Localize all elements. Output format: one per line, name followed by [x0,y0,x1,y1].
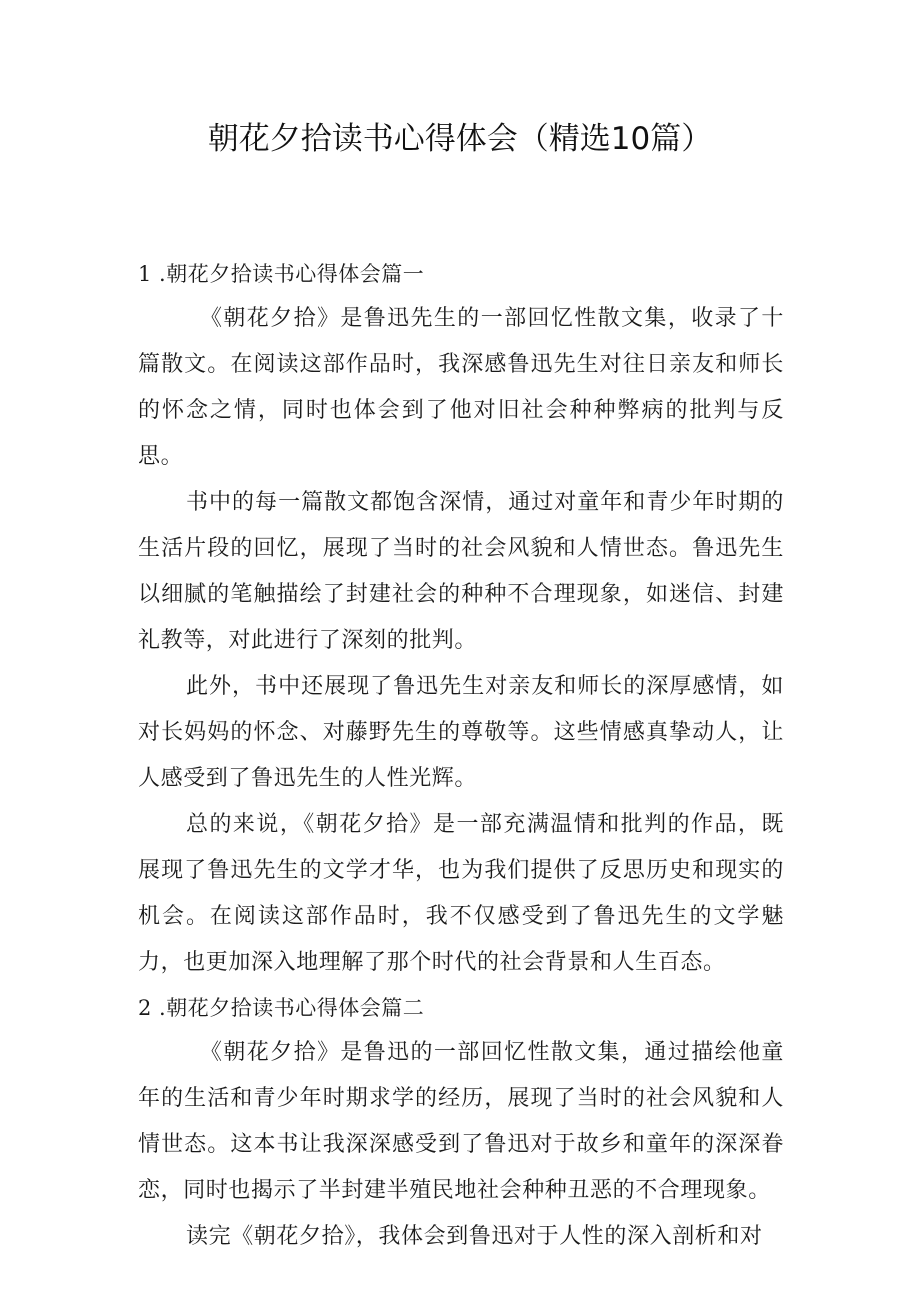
paragraph-1-2: 书中的每一篇散文都饱含深情，通过对童年和青少年时期的生活片段的回忆，展现了当时的社会风貌和人情世态。鲁迅先生以细腻的笔触描绘了封建社会的种种不合理现象，如迷信、封建礼教等，对此进行了深刻的批判。 [138,490,784,653]
paragraph-1-1: 《朝花夕拾》是鲁迅先生的一部回忆性散文集，收录了十篇散文。在阅读这部作品时，我深感鲁迅先生对往日亲友和师长的怀念之情，同时也体会到了他对旧社会种种弊病的批判与反思。 [138,306,784,469]
paragraph-1-3: 此外，书中还展现了鲁迅先生对亲友和师长的深厚感情，如对长妈妈的怀念、对藤野先生的尊敬等。这些情感真挚动人，让人感受到了鲁迅先生的人性光辉。 [138,674,784,791]
paragraph-2-1: 《朝花夕拾》是鲁迅的一部回忆性散文集，通过描绘他童年的生活和青少年时期求学的经历，展现了当时的社会风貌和人情世态。这本书让我深深感受到了鲁迅对于故乡和童年的深深眷恋，同时也揭示了半封建半殖民地社会种种丑恶的不合理现象。 [138,1040,784,1203]
section-heading-1: 1 .朝花夕拾读书心得体会篇一 [138,262,425,286]
document-body [138,252,784,1260]
paragraph-2-2: 读完《朝花夕拾》，我体会到鲁迅对于人性的深入剖析和对 [186,1224,763,1249]
section-heading-2: 2 .朝花夕拾读书心得体会篇二 [138,996,425,1020]
document-title: 朝花夕拾读书心得体会（精选10篇） [207,121,713,157]
paragraph-1-4: 总的来说，《朝花夕拾》是一部充满温情和批判的作品，既展现了鲁迅先生的文学才华，也为我们提供了反思历史和现实的机会。在阅读这部作品时，我不仅感受到了鲁迅先生的文学魅力，也更加深入地理解了那个时代的社会背景和人生百态。 [138,812,784,975]
